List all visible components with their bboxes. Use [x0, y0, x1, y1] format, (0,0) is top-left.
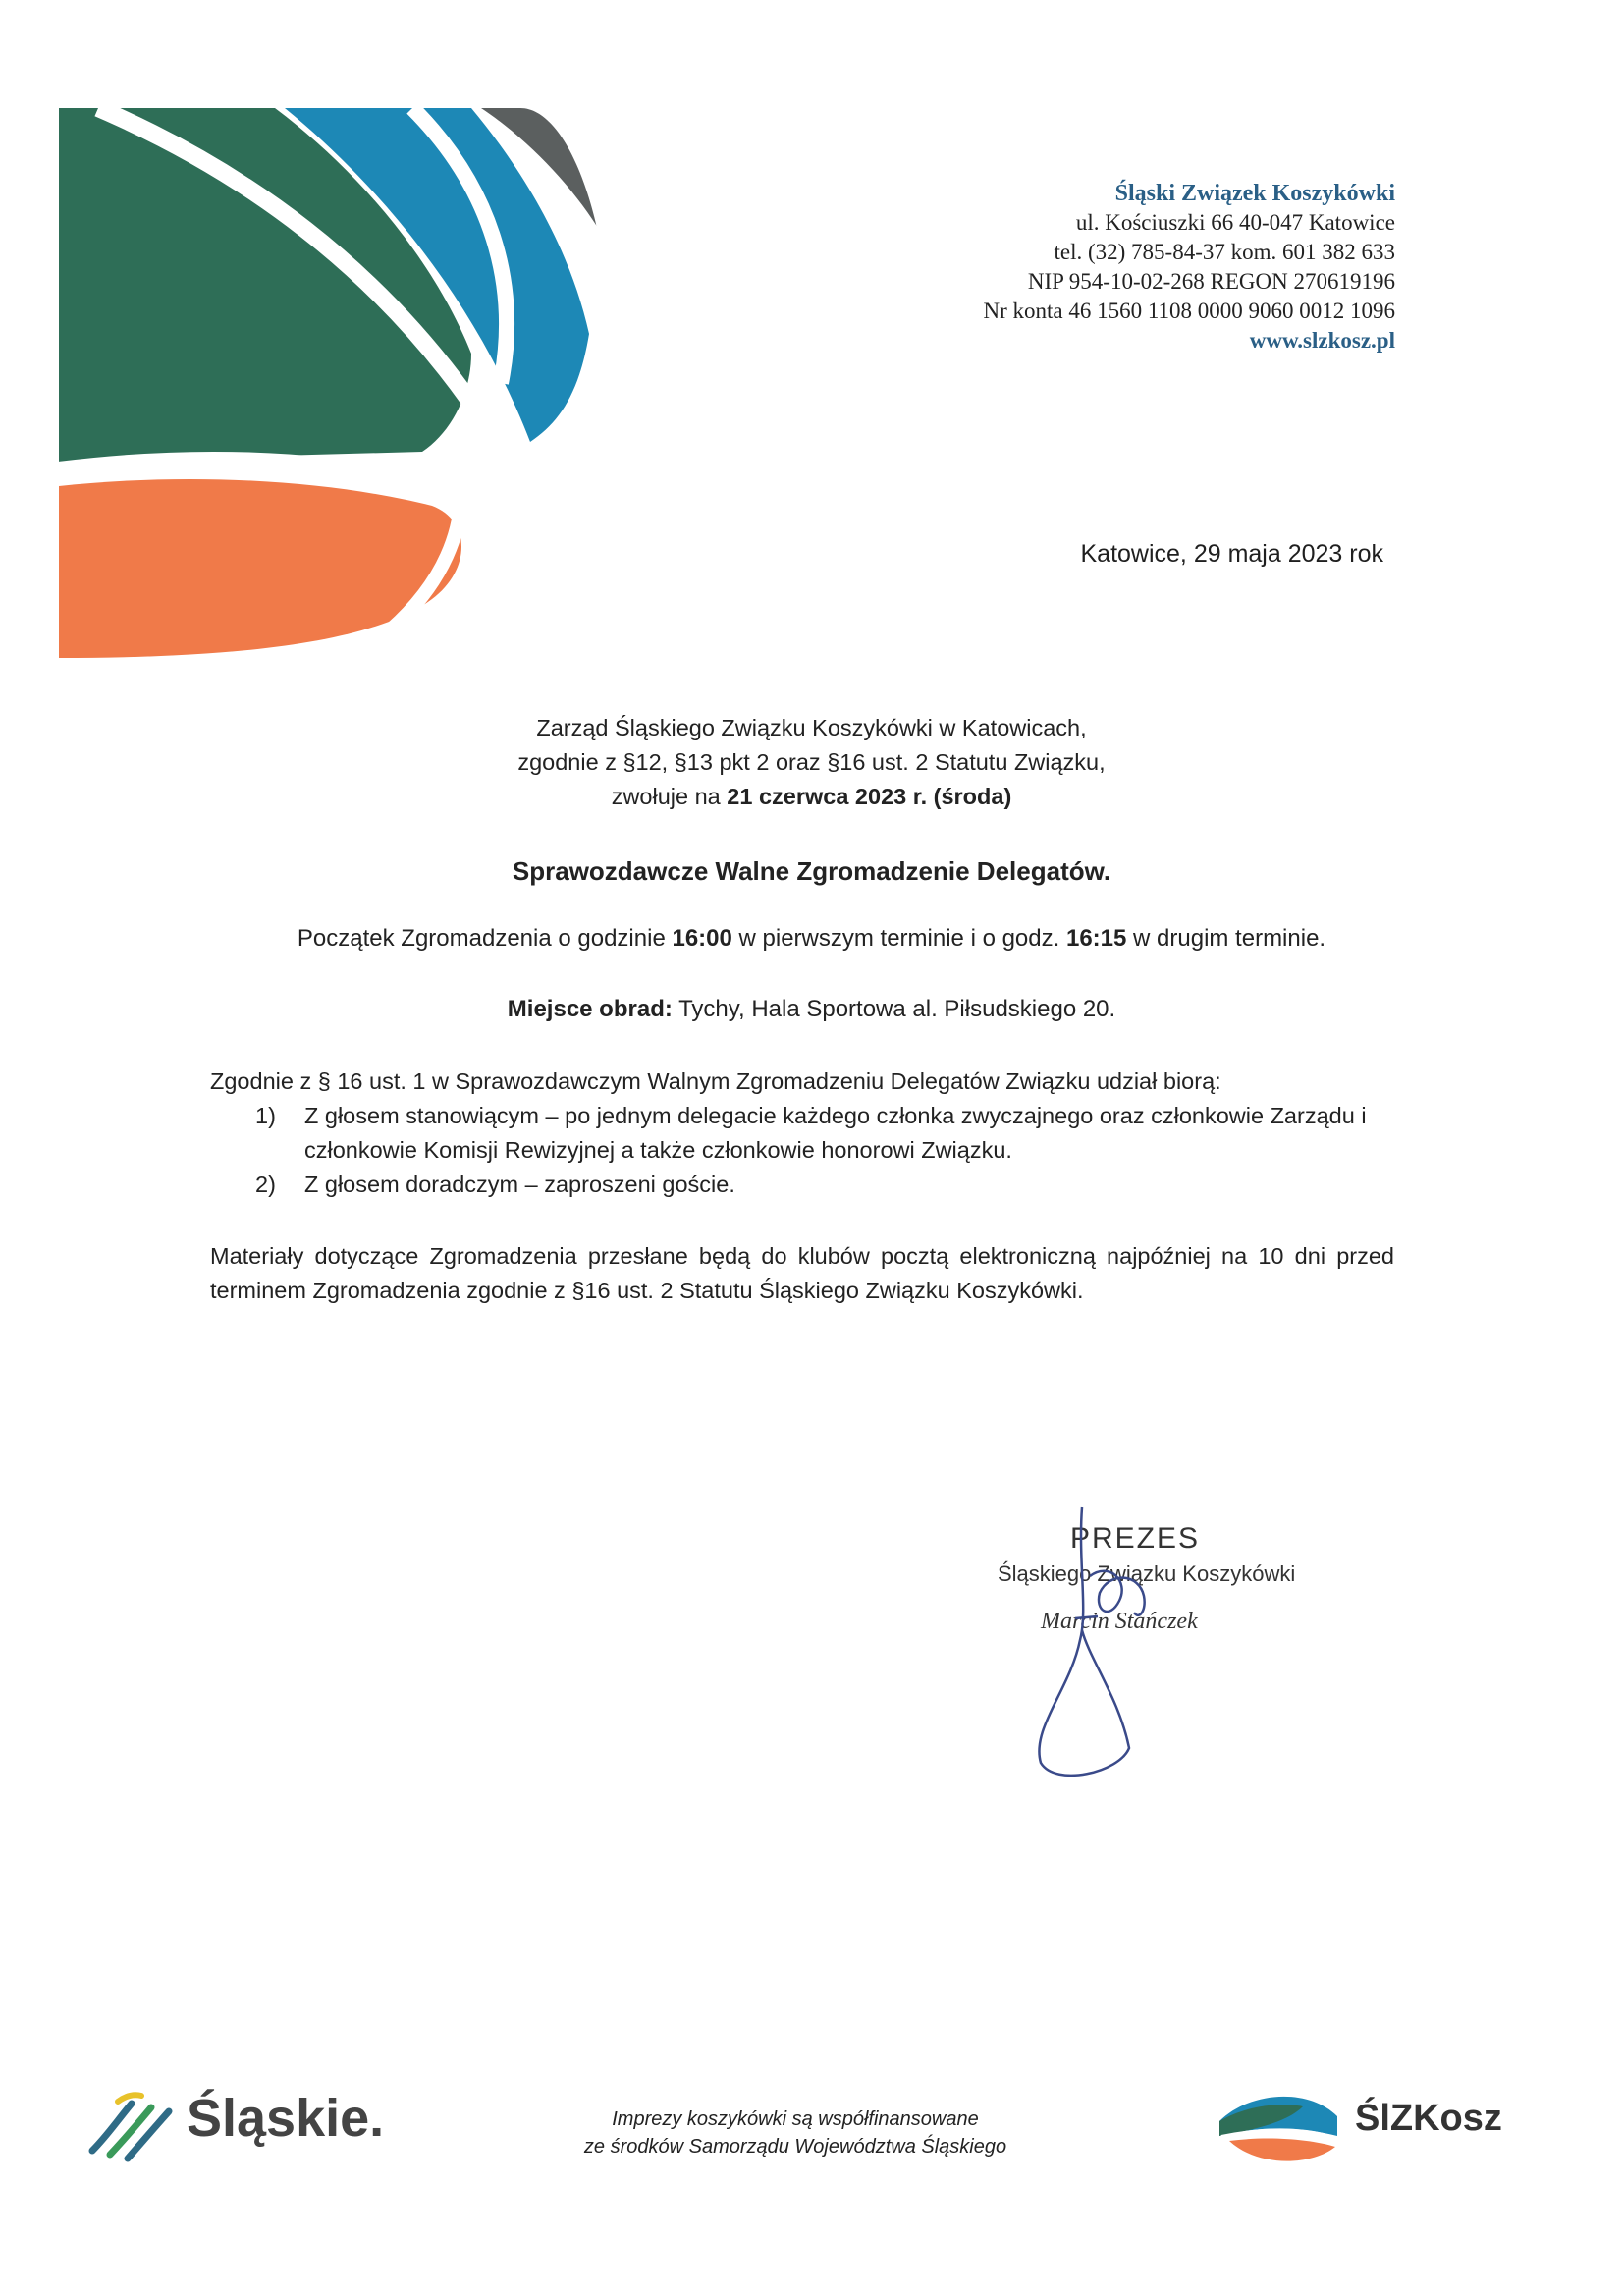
- org-name: Śląski Związek Koszykówki: [1114, 181, 1395, 206]
- intro-line-3-prefix: zwołuje na: [611, 784, 728, 809]
- materials-paragraph: Materiały dotyczące Zgromadzenia przesłane będą do klubów pocztą elektroniczną najpóźniej na 10 dni przed terminem Zgromadzenia zgodnie z §16 ust. 2 Statutu Śląskiego Związku Koszykówki.: [210, 1243, 1394, 1303]
- slzkosz-ball-icon: [1200, 2082, 1347, 2170]
- intro-line-2: zgodnie z §12, §13 pkt 2 oraz §16 ust. 2 Statutu Związku,: [517, 749, 1106, 775]
- slaskie-logo: [82, 2082, 436, 2170]
- list-item: [210, 1099, 1398, 1168]
- meeting-place-line: [0, 996, 1623, 1023]
- slaskie-logo-text: Śląskie.: [187, 2089, 385, 2148]
- start-text-3: w drugim terminie.: [1126, 925, 1326, 952]
- org-address: ul. Kościuszki 66 40-047 Katowice: [1075, 210, 1395, 235]
- footer-cofinancing-note: [530, 2105, 1060, 2160]
- participants-list: [210, 1099, 1398, 1202]
- org-tax-ids: NIP 954-10-02-268 REGON 270619196: [1027, 269, 1395, 294]
- meeting-date: 21 czerwca 2023 r. (środa): [727, 784, 1012, 809]
- list-item-text: Z głosem doradczym – zaproszeni goście.: [304, 1172, 735, 1197]
- slaskie-waves-icon: [82, 2082, 181, 2170]
- org-account: Nr konta 46 1560 1108 0000 9060 0012 1096: [983, 299, 1395, 323]
- signature-block: [972, 1503, 1306, 1797]
- start-text-2: w pierwszym terminie i o godz.: [731, 925, 1066, 952]
- slzkosz-logo-text: ŚlZKosz: [1355, 2098, 1502, 2139]
- org-header: [786, 179, 1395, 355]
- list-item-text: Z głosem stanowiącym – po jednym delegacie każdego członka zwyczajnego oraz członkowie Zarządu i członkowie Komisji Rewizyjnej a także członkowie honorowi Związku.: [304, 1103, 1367, 1163]
- footer-line-2: ze środków Samorządu Województwa Śląskiego: [583, 2136, 1007, 2158]
- participants-lead: Zgodnie z § 16 ust. 1 w Sprawozdawczym Walnym Zgromadzeniu Delegatów Związku udział biorą:: [210, 1068, 1221, 1094]
- signature-org: Śląskiego Związku Koszykówki: [998, 1561, 1296, 1586]
- participants-section: [210, 1065, 1398, 1202]
- basketball-logo-graphic: [59, 108, 638, 658]
- start-time-1: 16:00: [672, 925, 732, 952]
- place-value: Tychy, Hala Sportowa al. Piłsudskiego 20.: [672, 996, 1116, 1022]
- intro-paragraph: [0, 711, 1623, 814]
- list-item-number: 1): [255, 1103, 276, 1128]
- document-title: Sprawozdawcze Walne Zgromadzenie Delegatów.: [512, 856, 1111, 886]
- signature-title: PREZES: [1070, 1522, 1201, 1555]
- start-time-2: 16:15: [1065, 925, 1127, 952]
- org-phone: tel. (32) 785-84-37 kom. 601 382 633: [1054, 240, 1395, 264]
- signature-name: Marcin Stańczek: [1041, 1609, 1198, 1634]
- intro-line-1: Zarząd Śląskiego Związku Koszykówki w Katowicach,: [536, 715, 1087, 740]
- start-text-1: Początek Zgromadzenia o godzinie: [297, 925, 673, 952]
- place-label: Miejsce obrad:: [507, 996, 673, 1022]
- start-time-line: [0, 925, 1623, 953]
- slzkosz-logo: [1200, 2082, 1514, 2170]
- intro-line-3: [0, 780, 1623, 814]
- list-item-number: 2): [255, 1172, 276, 1197]
- org-website-link[interactable]: www.slzkosz.pl: [1249, 328, 1395, 353]
- footer-line-1: Imprezy koszykówki są współfinansowane: [612, 2108, 979, 2130]
- handwritten-signature-icon: [972, 1503, 1306, 1797]
- date-line: Katowice, 29 maja 2023 rok: [1080, 540, 1383, 568]
- list-item: [210, 1168, 1398, 1202]
